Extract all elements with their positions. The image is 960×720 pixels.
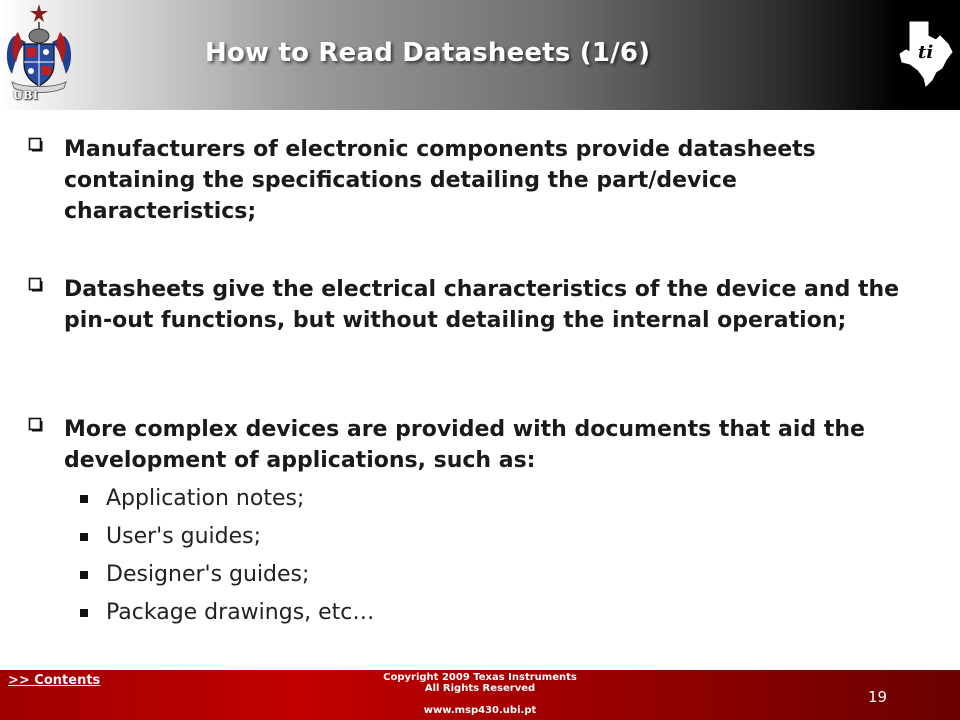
bullet-text: Datasheets give the electrical characteristics of the device and the pin-out functions, but without detailing the internal operation; xyxy=(64,277,900,333)
page-number: 19 xyxy=(868,688,888,706)
bullet-text: Manufacturers of electronic components provide datasheets containing the specifications detailing the part/device characteristics; xyxy=(64,137,816,224)
square-bullet-icon xyxy=(80,609,88,617)
sub-bullet-item xyxy=(80,522,840,552)
sub-bullet-text: User's guides; xyxy=(106,524,262,549)
slide-header xyxy=(0,0,960,110)
slide-title: How to Read Datasheets (1/6) xyxy=(205,38,651,68)
slide-footer xyxy=(0,670,960,720)
ubi-logo-text: UBI xyxy=(13,89,39,102)
square-bullet-icon xyxy=(80,495,88,503)
checkbox-bullet-icon xyxy=(28,277,44,293)
checkbox-bullet-icon xyxy=(28,417,44,433)
texas-instruments-logo-icon xyxy=(896,14,956,98)
sub-bullet-item xyxy=(80,484,840,514)
slide-content xyxy=(0,110,960,670)
checkbox-bullet-icon xyxy=(28,137,44,153)
copyright-block xyxy=(330,672,630,716)
copyright-line: Copyright 2009 Texas Instruments xyxy=(383,672,577,683)
sub-bullet-item xyxy=(80,598,840,628)
footer-url: www.msp430.ubi.pt xyxy=(423,705,537,716)
sub-bullet-text: Application notes; xyxy=(106,486,305,511)
square-bullet-icon xyxy=(80,571,88,579)
sub-bullet-item xyxy=(80,560,840,590)
bullet-text: More complex devices are provided with documents that aid the development of applications, such as: xyxy=(64,417,865,473)
rights-line: All Rights Reserved xyxy=(424,683,536,694)
square-bullet-icon xyxy=(80,533,88,541)
sub-bullet-text: Package drawings, etc… xyxy=(106,600,375,625)
svg-text:ti: ti xyxy=(918,42,934,63)
contents-link[interactable]: >> Contents xyxy=(8,673,101,688)
sub-bullet-text: Designer's guides; xyxy=(106,562,310,587)
